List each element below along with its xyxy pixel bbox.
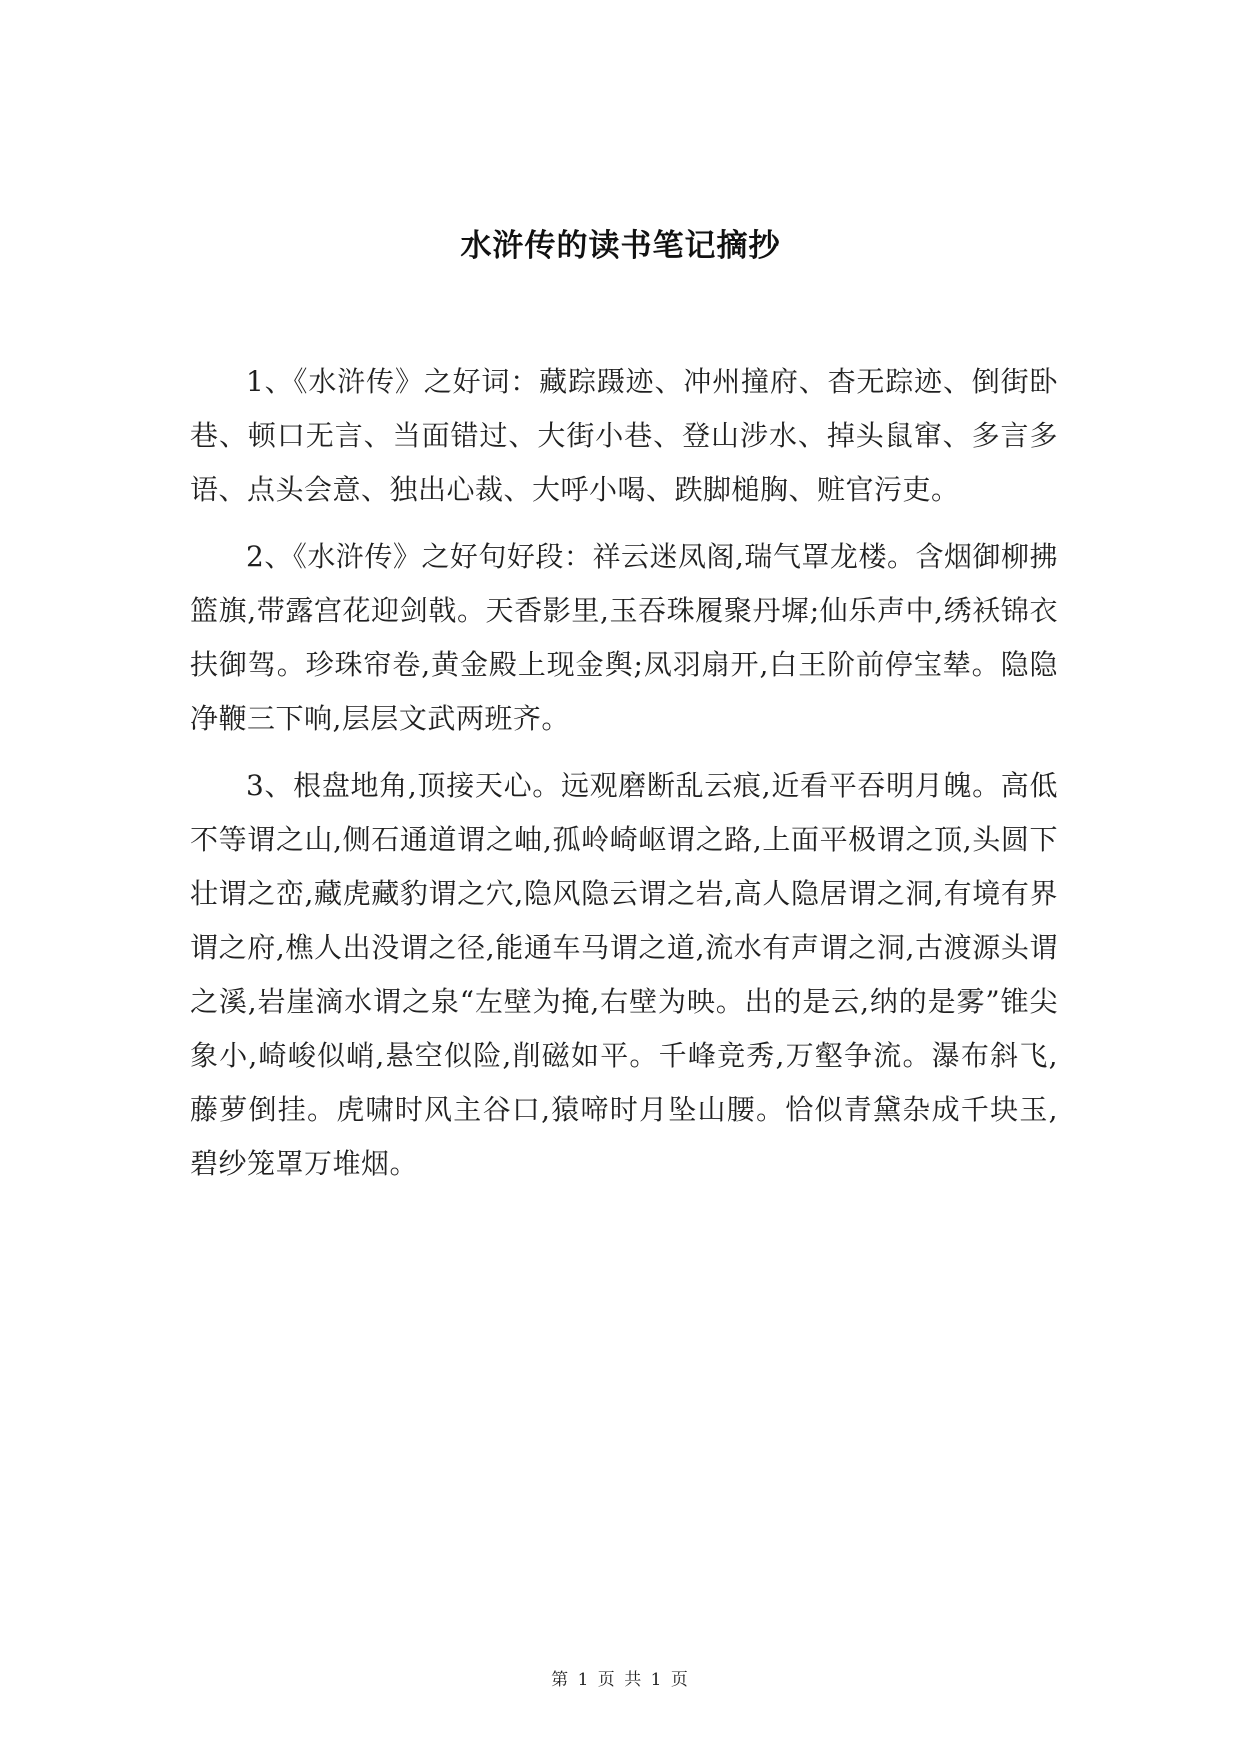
paragraph-good-sentences: 2、《水浒传》之好句好段：祥云迷凤阁,瑞气罩龙楼。含烟御柳拂篮旗,带露宫花迎剑戟。天香影里,玉吞珠履聚丹墀;仙乐声中,绣袄锦衣扶御驾。珍珠帘卷,黄金殿上现金舆;凤羽扇开,白王阶前停宝辇。隐隐净鞭三下响,层层文武两班齐。 (190, 540, 1058, 735)
page-title: 水浒传的读书笔记摘抄 (460, 228, 781, 264)
document-body (190, 355, 1058, 1204)
paragraph-mountain-description: 3、根盘地角,顶接天心。远观磨断乱云痕,近看平吞明月魄。高低不等谓之山,侧石通道谓之岫,孤岭崎岖谓之路,上面平极谓之顶,头圆下壮谓之峦,藏虎藏豹谓之穴,隐风隐云谓之岩,高人隐居谓之洞,有境有界谓之府,樵人出没谓之径,能通车马谓之道,流水有声谓之洞,古渡源头谓之溪,岩崖滴水谓之泉“左壁为掩,右壁为映。出的是云,纳的是雾”锥尖象小,崎峻似峭,悬空似险,削磁如平。千峰竞秀,万壑争流。瀑布斜飞,藤萝倒挂。虎啸时风主谷口,猿啼时月坠山腰。恰似青黛杂成千块玉,碧纱笼罩万堆烟。 (190, 769, 1058, 1180)
paragraph-good-words: 1、《水浒传》之好词：藏踪蹑迹、冲州撞府、杳无踪迹、倒街卧巷、顿口无言、当面错过、大街小巷、登山涉水、掉头鼠窜、多言多语、点头会意、独出心裁、大呼小喝、跌脚槌胸、赃官污吏。 (190, 365, 1058, 506)
page-number-footer: 第 1 页 共 1 页 (551, 1670, 690, 1690)
